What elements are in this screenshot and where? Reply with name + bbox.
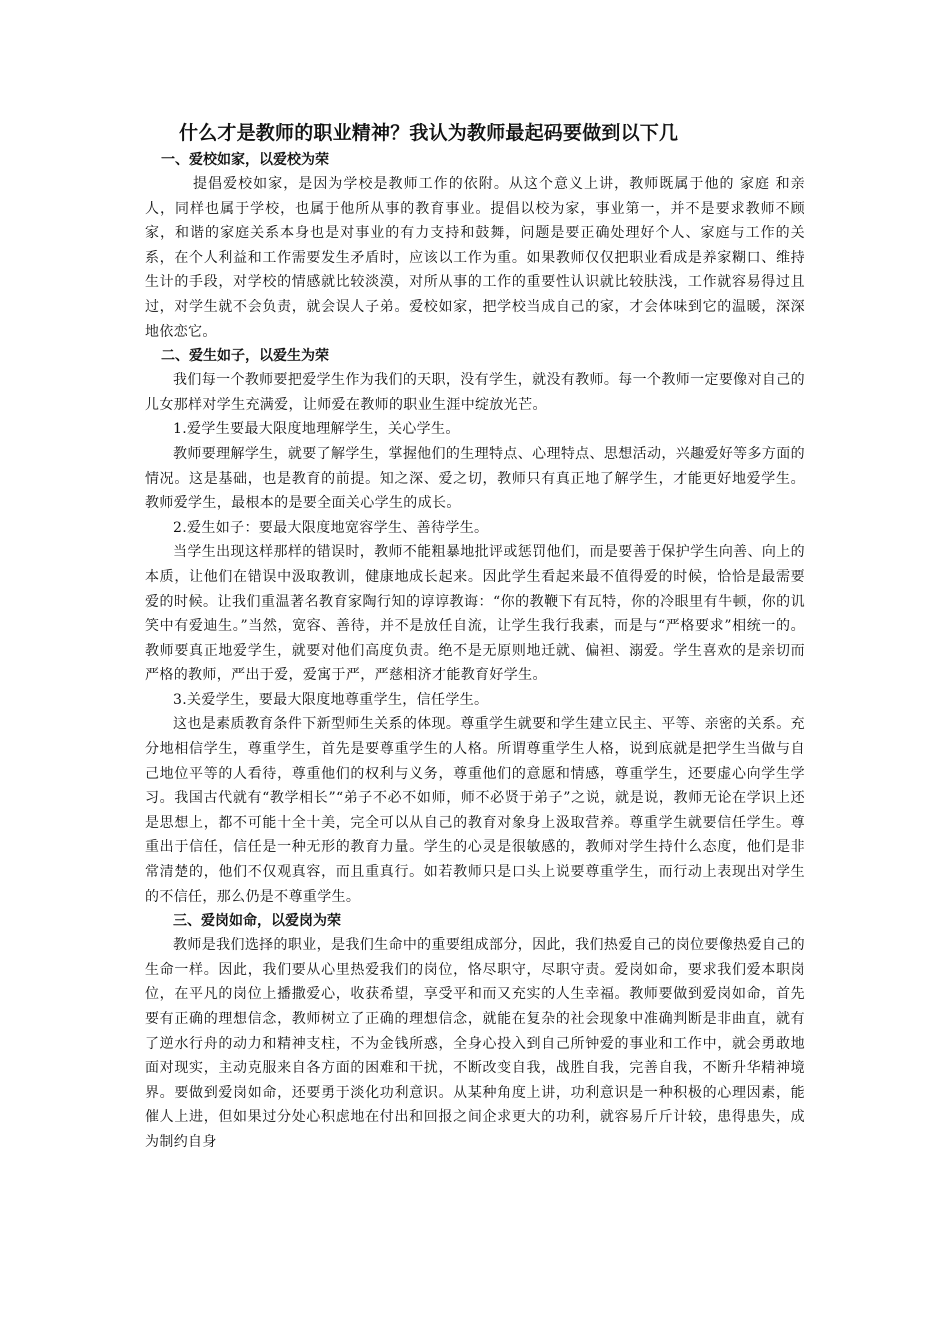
section-2-paragraph-4: 这也是素质教育条件下新型师生关系的体现。尊重学生就要和学生建立民主、平等、亲密的关系。充分地相信学生，尊重学生，首先是要尊重学生的人格。所谓尊重学生人格，说到底就是把学生当做与自己地位平等的人看待，尊重他们的权利与义务，尊重他们的意愿和情感，尊重学生，还要虚心向学生学习。我国古代就有“教学相长”“弟子不必不如师，师不必贤于弟子”之说，就是说，教师无论在学识上还是思想上，都不可能十全十美，完全可以从自己的教育对象身上汲取营养。尊重学生就要信任学生。尊重出于信任，信任是一种无形的教育力量。学生的心灵是很敏感的，教师对学生持什么态度，他们是非常清楚的，他们不仅观真容，而且重真行。如若教师只是口头上说要尊重学生，而行动上表现出对学生的不信任，那么仍是不尊重学生。 — [145, 716, 805, 905]
section-2-subheading-3: 3.关爱学生，要最大限度地尊重学生，信任学生。 — [173, 691, 489, 708]
section-1-heading: 一、爱校如家，以爱校为荣 — [161, 152, 329, 168]
section-2-paragraph-1: 我们每一个教师要把爱学生作为我们的天职，没有学生，就没有教师。每一个教师一定要像对自己的儿女那样对学生充满爱，让师爱在教师的职业生涯中绽放光芒。 — [145, 372, 805, 413]
section-2-subheading-1: 1.爱学生要最大限度地理解学生，关心学生。 — [173, 421, 460, 438]
section-3-heading: 三、爱岗如命，以爱岗为荣 — [173, 913, 341, 930]
document-title: 什么才是教师的职业精神？我认为教师最起码要做到以下几 — [179, 122, 679, 144]
section-2-paragraph-2: 教师要理解学生，就要了解学生，掌握他们的生理特点、心理特点、思想活动，兴趣爱好等多方面的情况。这是基础，也是教育的前提。知之深、爱之切，教师只有真正地了解学生，才能更好地爱学生。教师爱学生，最根本的是要全面关心学生的成长。 — [145, 445, 805, 512]
document-page — [145, 118, 805, 1155]
section-3-paragraph-1: 教师是我们选择的职业，是我们生命中的重要组成部分，因此，我们热爱自己的岗位要像热爱自己的生命一样。因此，我们要从心里热爱我们的岗位，恪尽职守，尽职守责。爱岗如命，要求我们爱本职岗位，在平凡的岗位上播撒爱心，收获希望，享受平和而又充实的人生幸福。教师要做到爱岗如命，首先要有正确的理想信念，教师树立了正确的理想信念，就能在复杂的社会现象中准确判断是非曲直，就有了逆水行舟的动力和精神支柱，不为金钱所惑，全身心投入到自己所钟爱的事业和工作中，就会勇敢地面对现实，主动克服来自各方面的困难和干扰，不断改变自我，战胜自我，完善自我，不断升华精神境界。要做到爱岗如命，还要勇于淡化功利意识。从某种角度上讲，功利意识是一种积极的心理因素，能催人上进，但如果过分处心积虑地在付出和回报之间企求更大的功利，就容易斤斤计较，患得患失，成为制约自身 — [145, 937, 805, 1150]
section-2-heading: 二、爱生如子，以爱生为荣 — [161, 348, 329, 365]
section-2-subheading-2: 2.爱生如子：要最大限度地宽容学生、善待学生。 — [173, 519, 489, 536]
section-1-paragraph-1: 提倡爱校如家，是因为学校是教师工作的依附。从这个意义上讲，教师既属于他的 家庭 和亲人，同样也属于学校，也属于他所从事的教育事业。提倡以校为家，事业第一，并不是要求教师不顾家，和谐的家庭关系本身也是对事业的有力支持和鼓舞，问题是要正确处理好个人、家庭与工作的关系，在个人利益和工作需要发生矛盾时，应该以工作为重。如果教师仅仅把职业看成是养家糊口、维持生计的手段，对学校的情感就比较淡漠，对所从事的工作的重要性认识就比较肤浅，工作就容易得过且过，对学生就不会负责，就会误人子弟。爱校如家，把学校当成自己的家，才会体味到它的温暖，深深地依恋它。 — [145, 176, 805, 340]
section-2-paragraph-3: 当学生出现这样那样的错误时，教师不能粗暴地批评或惩罚他们，而是要善于保护学生向善、向上的本质，让他们在错误中汲取教训，健康地成长起来。因此学生看起来最不值得爱的时候，恰恰是最需要爱的时候。让我们重温著名教育家陶行知的谆谆教诲：“你的教鞭下有瓦特，你的冷眼里有牛顿，你的讥笑中有爱迪生。”当然，宽容、善待，并不是放任自流，让学生我行我素，而是与“严格要求”相统一的。教师要真正地爱学生，就要对他们高度负责。绝不是无原则地迁就、偏袒、溺爱。学生喜欢的是亲切而严格的教师，严出于爱，爱寓于严，严慈相济才能教育好学生。 — [145, 544, 805, 684]
